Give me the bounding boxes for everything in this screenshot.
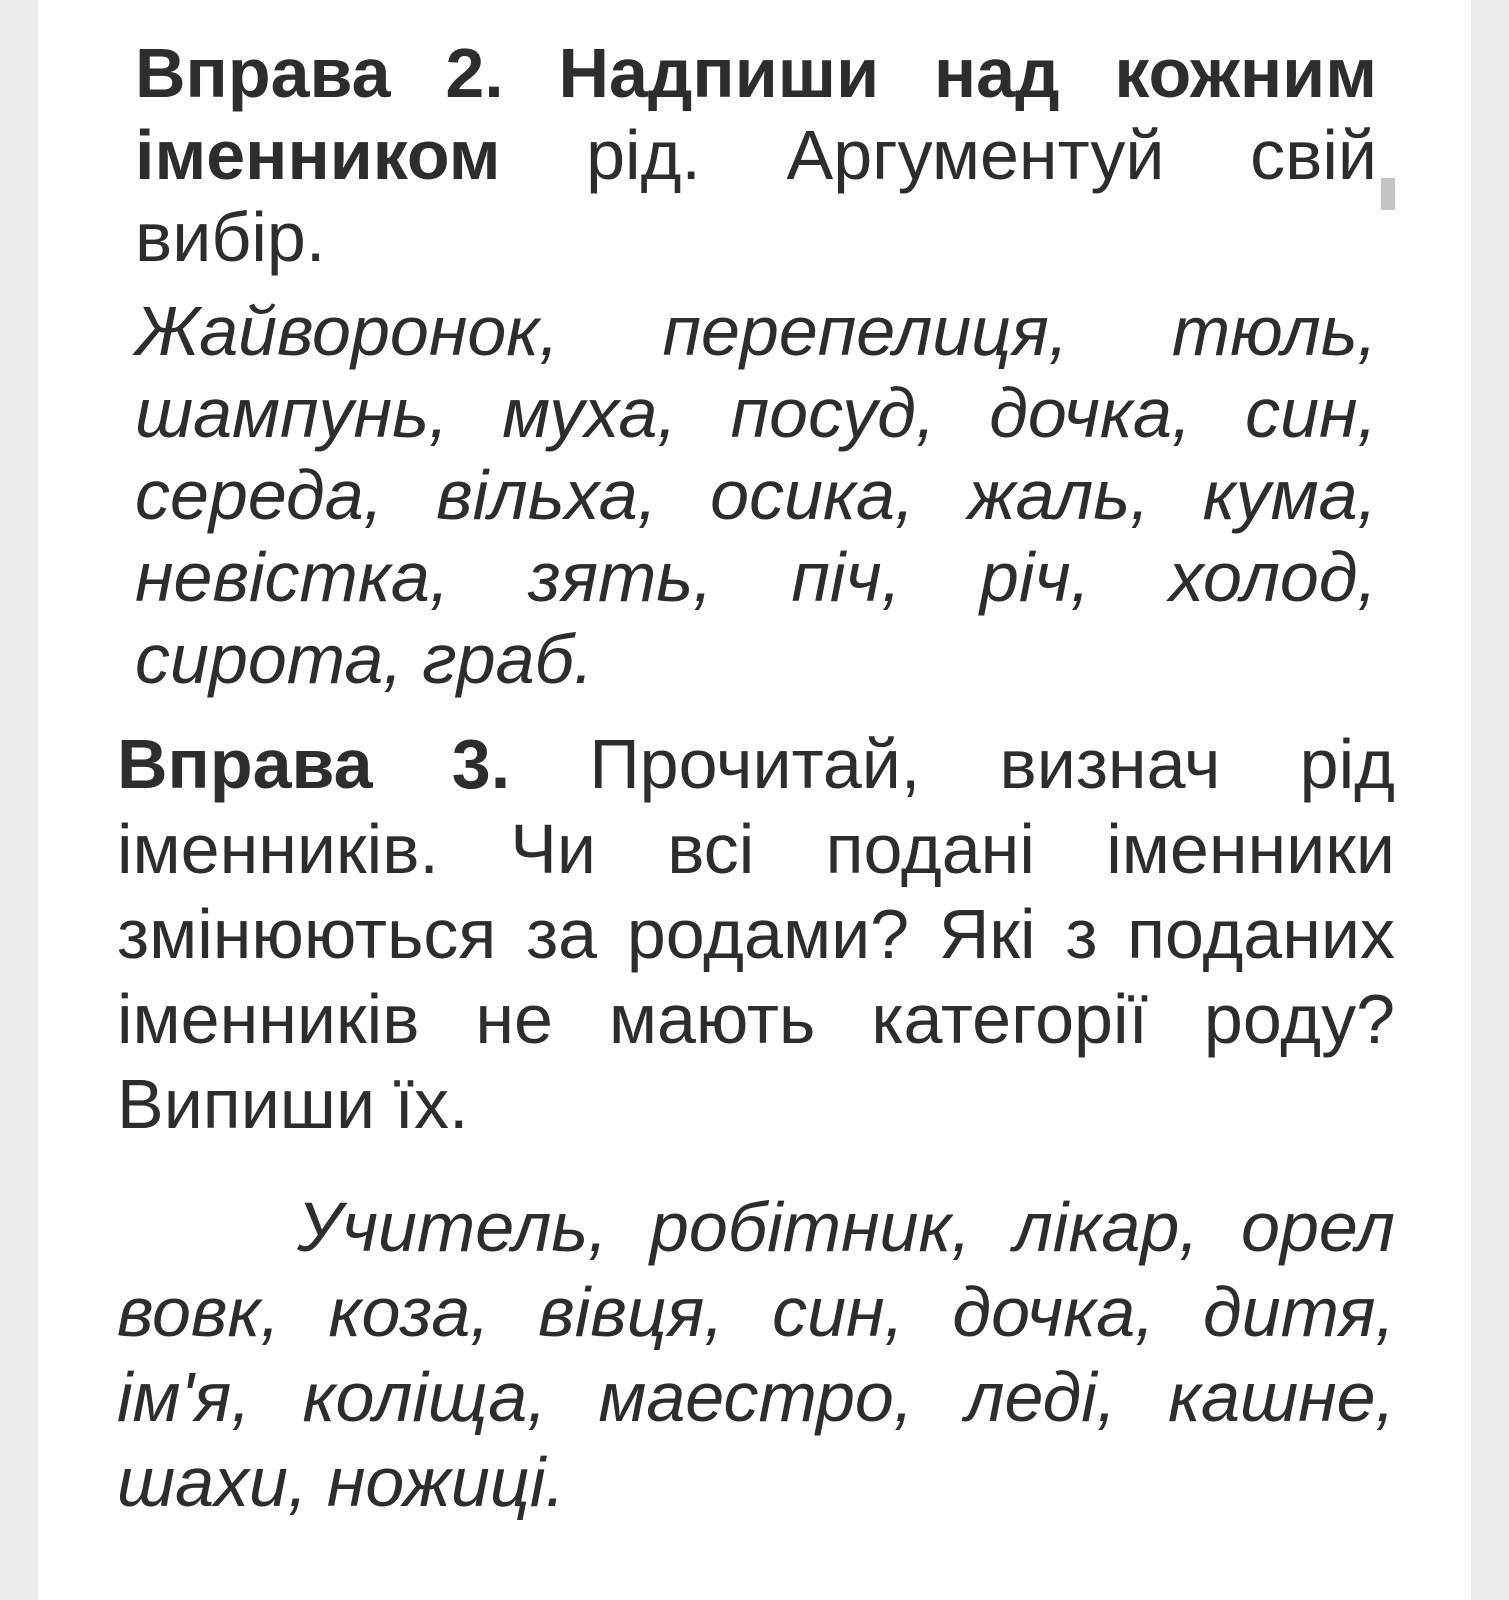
- exercise-2-heading: Вправа 2. Надпиши над кожним іменником: [135, 34, 1377, 194]
- exercise-3-heading: Вправа 3.: [117, 725, 511, 803]
- exercise-2-word-list: Жайворонок, перепелиця, тюль, шампунь, муха, посуд, дочка, син, середа, вільха, осика, жаль, кума, невістка, зять, піч, річ, холод, сирота, граб.: [135, 292, 1377, 698]
- exercise-3-word-list: Учитель, робітник, лікар, орел вовк, коза, вівця, син, дочка, дитя, ім'я, коліща, маестро, леді, кашне, шахи, ножиці.: [117, 1188, 1395, 1521]
- exercise-3-task: [117, 722, 1395, 1147]
- scroll-indicator[interactable]: [1381, 178, 1395, 210]
- exercise-2-instruction: рід. Аргументуй свій вибір.: [135, 116, 1377, 276]
- exercise-3-instruction: Прочитай, визнач рід іменників. Чи всі подані іменники змінюються за родами? Які з поданих іменників не мають категорії роду? Випиши їх.: [117, 725, 1395, 1143]
- exercise-2-task: [135, 32, 1377, 278]
